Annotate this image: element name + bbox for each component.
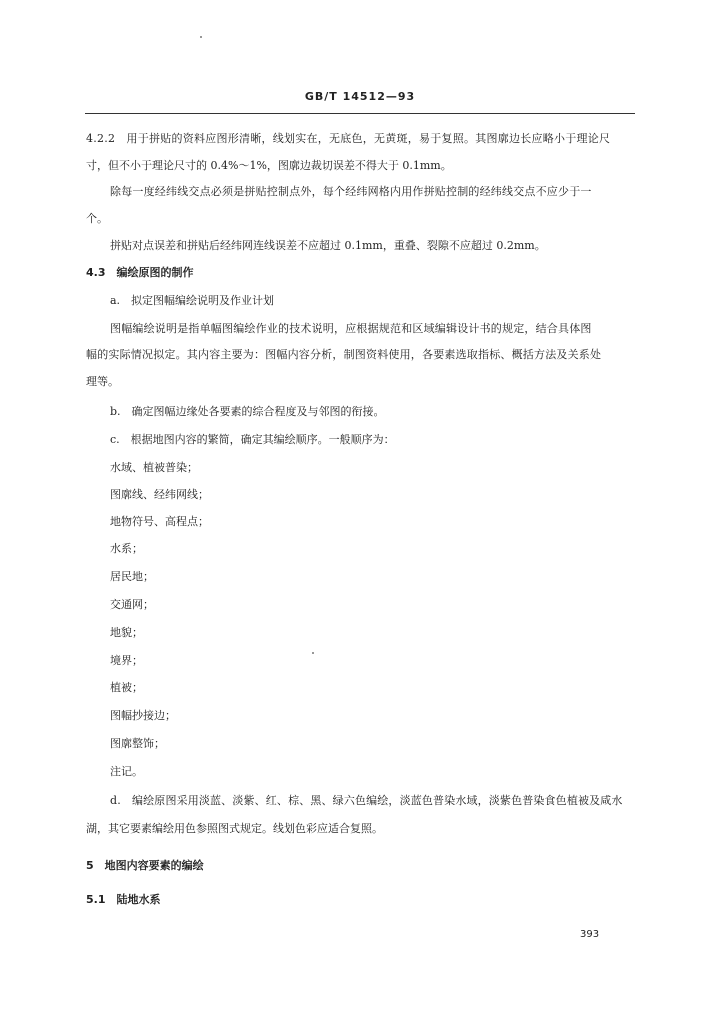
paragraph-line: 除每一度经纬线交点必须是拼贴控制点外，每个经纬网格内用作拼贴控制的经纬线交点不应少于一 <box>110 185 592 198</box>
item-d-line-2: 湖，其它要素编绘用色参照图式规定。线划色彩应适合复照。 <box>86 822 383 835</box>
clause-4-2-2-line-2: 寸，但不小于理论尺寸的 0.4%～1%，图廓边裁切误差不得大于 0.1mm。 <box>86 159 452 172</box>
clause-4-2-2-line-1: 4.2.2 用于拼贴的资料应图形清晰，线划实在，无底色，无黄斑，易于复照。其图廓边长应略小于理论尺 <box>86 132 611 145</box>
scan-speck <box>200 36 202 38</box>
order-item: 境界； <box>110 654 143 667</box>
order-item: 水域、植被普染； <box>110 461 198 474</box>
item-c: c. 根据地图内容的繁简，确定其编绘顺序。一般顺序为： <box>110 433 395 446</box>
paragraph-line: 理等。 <box>86 375 119 388</box>
order-item: 注记。 <box>110 765 143 778</box>
order-item: 水系； <box>110 542 143 555</box>
paragraph-line: 图幅编绘说明是指单幅图编绘作业的技术说明，应根据规范和区域编辑设计书的规定，结合具体图 <box>110 322 592 335</box>
order-item: 居民地； <box>110 570 154 583</box>
header-rule <box>85 113 635 114</box>
paragraph-line: 拼贴对点误差和拼贴后经纬网连线误差不应超过 0.1mm，重叠、裂隙不应超过 0.2mm。 <box>110 239 546 252</box>
paragraph-line: 个。 <box>86 212 108 225</box>
item-b: b. 确定图幅边缘处各要素的综合程度及与邻图的衔接。 <box>110 405 385 418</box>
standard-header: GB/T 14512—93 <box>304 90 416 103</box>
order-item: 图廓线、经纬网线； <box>110 488 209 501</box>
scan-speck <box>312 652 314 654</box>
section-5-1-heading: 5.1 陆地水系 <box>86 893 161 906</box>
order-item: 图幅抄接边； <box>110 709 176 722</box>
section-4-3-heading: 4.3 编绘原图的制作 <box>86 266 194 279</box>
order-item: 地貌； <box>110 626 143 639</box>
item-a: a. 拟定图幅编绘说明及作业计划 <box>110 294 275 307</box>
item-d-line-1: d. 编绘原图采用淡蓝、淡紫、红、棕、黑、绿六色编绘，淡蓝色普染水域，淡紫色普染食色植被及咸水 <box>110 794 623 807</box>
order-item: 地物符号、高程点； <box>110 515 209 528</box>
section-5-heading: 5 地图内容要素的编绘 <box>86 859 204 872</box>
page-number: 393 <box>580 929 600 940</box>
order-item: 交通网； <box>110 598 154 611</box>
order-item: 植被； <box>110 681 143 694</box>
order-item: 图廓整饰； <box>110 737 165 750</box>
paragraph-line: 幅的实际情况拟定。其内容主要为：图幅内容分析，制图资料使用，各要素选取指标、概括方法及关系处 <box>86 348 602 361</box>
